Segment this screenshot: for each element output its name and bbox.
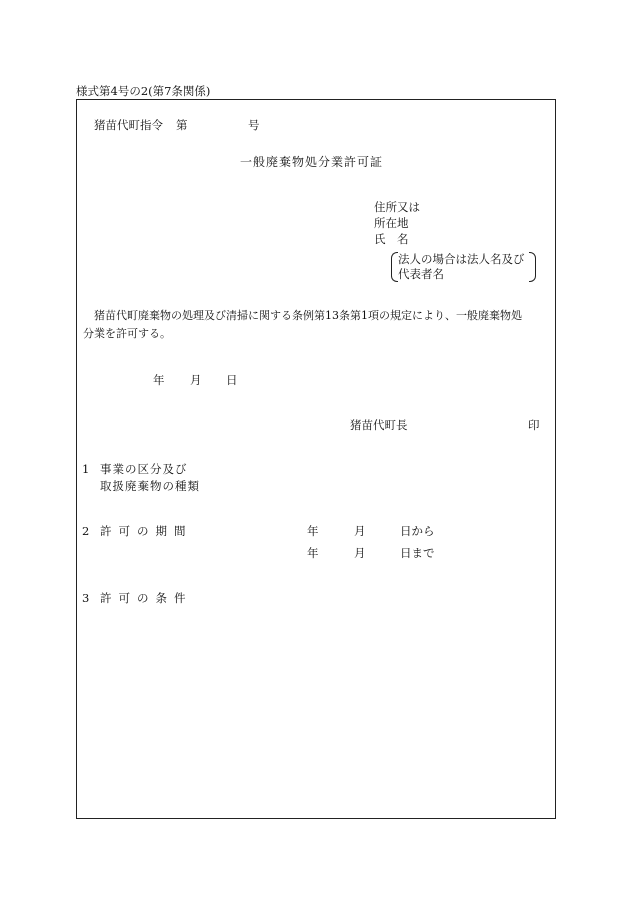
page-title: 一般廃棄物処分業許可証: [240, 155, 384, 169]
item2-until-month: 月: [354, 546, 366, 560]
address-label-line1: 住所又は: [374, 200, 420, 214]
form-number-label: 様式第4号の2(第7条関係): [76, 84, 211, 98]
issuer-name: 猪苗代町長: [350, 418, 408, 432]
date-year: 年: [153, 373, 165, 387]
item1-number: 1: [82, 462, 90, 476]
item2-label: 許可の期間: [100, 524, 193, 538]
item3-number: 3: [82, 591, 90, 605]
item2-from-day: 日から: [400, 524, 435, 538]
left-paren: [391, 252, 398, 282]
seal-mark: 印: [528, 418, 540, 432]
body-text-line1: 猪苗代町廃棄物の処理及び清掃に関する条例第13条第1項の規定により、一般廃棄物処: [94, 309, 522, 322]
item2-from-month: 月: [354, 524, 366, 538]
item2-from-year: 年: [307, 524, 319, 538]
date-month: 月: [190, 373, 202, 387]
permit-number-prefix: 猪苗代町指令: [94, 118, 163, 132]
item2-until-year: 年: [307, 546, 319, 560]
corp-note-line2: 代表者名: [398, 267, 444, 281]
corp-note-line1: 法人の場合は法人名及び: [398, 252, 525, 266]
item1-label-line2: 取扱廃棄物の種類: [100, 479, 200, 493]
permit-number-go: 号: [248, 118, 260, 132]
item2-number: 2: [82, 524, 90, 538]
item2-until-day: 日まで: [400, 546, 435, 560]
date-day: 日: [226, 373, 238, 387]
address-label-line2: 所在地: [374, 216, 409, 230]
item1-label-line1: 事業の区分及び: [100, 462, 188, 476]
permit-number-dai: 第: [176, 118, 188, 132]
item3-label: 許可の条件: [100, 591, 193, 605]
body-text-line2: 分業を許可する。: [83, 327, 171, 340]
name-label: 氏 名: [374, 232, 409, 246]
permit-form-frame: [76, 99, 556, 819]
right-paren: [529, 252, 536, 282]
